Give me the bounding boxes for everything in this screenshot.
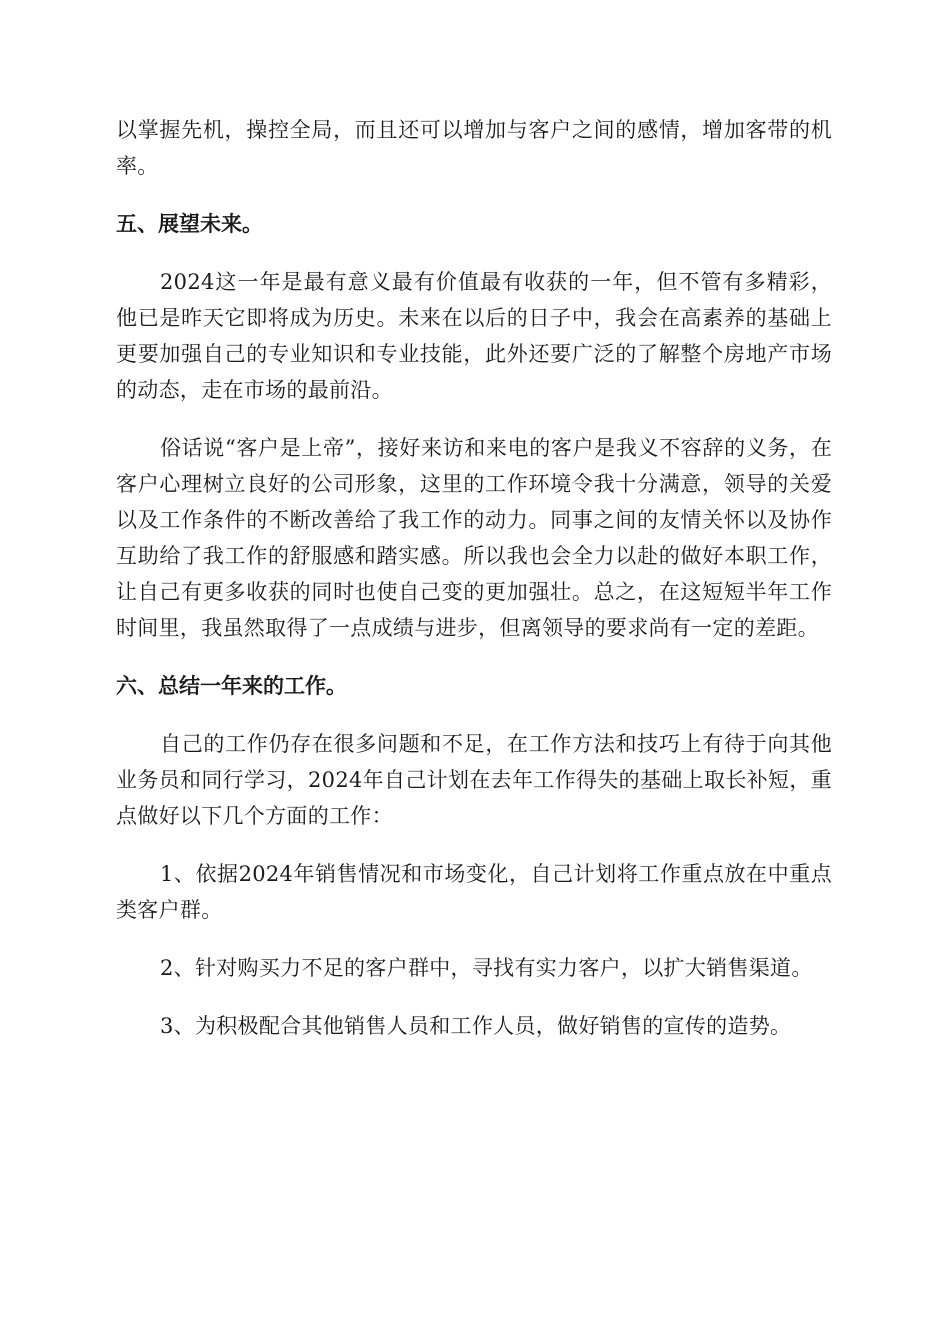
document-body [116, 112, 832, 1044]
section-heading-6: 六、总结一年来的工作。 [116, 674, 347, 698]
paragraph-summary: 自己的工作仍存在很多问题和不足，在工作方法和技巧上有待于向其他业务员和同行学习，2024年自己计划在去年工作得失的基础上取长补短，重点做好以下几个方面的工作： [116, 732, 832, 828]
list-item-1: 1、依据2024年销售情况和市场变化，自己计划将工作重点放在中重点类客户群。 [116, 862, 832, 922]
list-item-3: 3、为积极配合其他销售人员和工作人员，做好销售的宣传的造势。 [160, 1014, 792, 1038]
list-item-2: 2、针对购买力不足的客户群中，寻找有实力客户，以扩大销售渠道。 [160, 956, 813, 980]
paragraph-future-1: 2024这一年是最有意义最有价值最有收获的一年，但不管有多精彩，他已是昨天它即将成为历史。未来在以后的日子中，我会在高素养的基础上更要加强自己的专业知识和专业技能，此外还要广泛的了解整个房地产市场的动态，走在市场的最前沿。 [116, 270, 832, 402]
paragraph-future-2: 俗话说“客户是上帝”，接好来访和来电的客户是我义不容辞的义务，在客户心理树立良好的公司形象，这里的工作环境令我十分满意，领导的关爱以及工作条件的不断改善给了我工作的动力。同事之间的友情关怀以及协作互助给了我工作的舒服感和踏实感。所以我也会全力以赴的做好本职工作，让自己有更多收获的同时也使自己变的更加强壮。总之，在这短短半年工作时间里，我虽然取得了一点成绩与进步，但离领导的要求尚有一定的差距。 [116, 436, 832, 640]
paragraph-intro: 以掌握先机，操控全局，而且还可以增加与客户之间的感情，增加客带的机率。 [116, 118, 832, 178]
section-heading-5: 五、展望未来。 [116, 212, 263, 236]
